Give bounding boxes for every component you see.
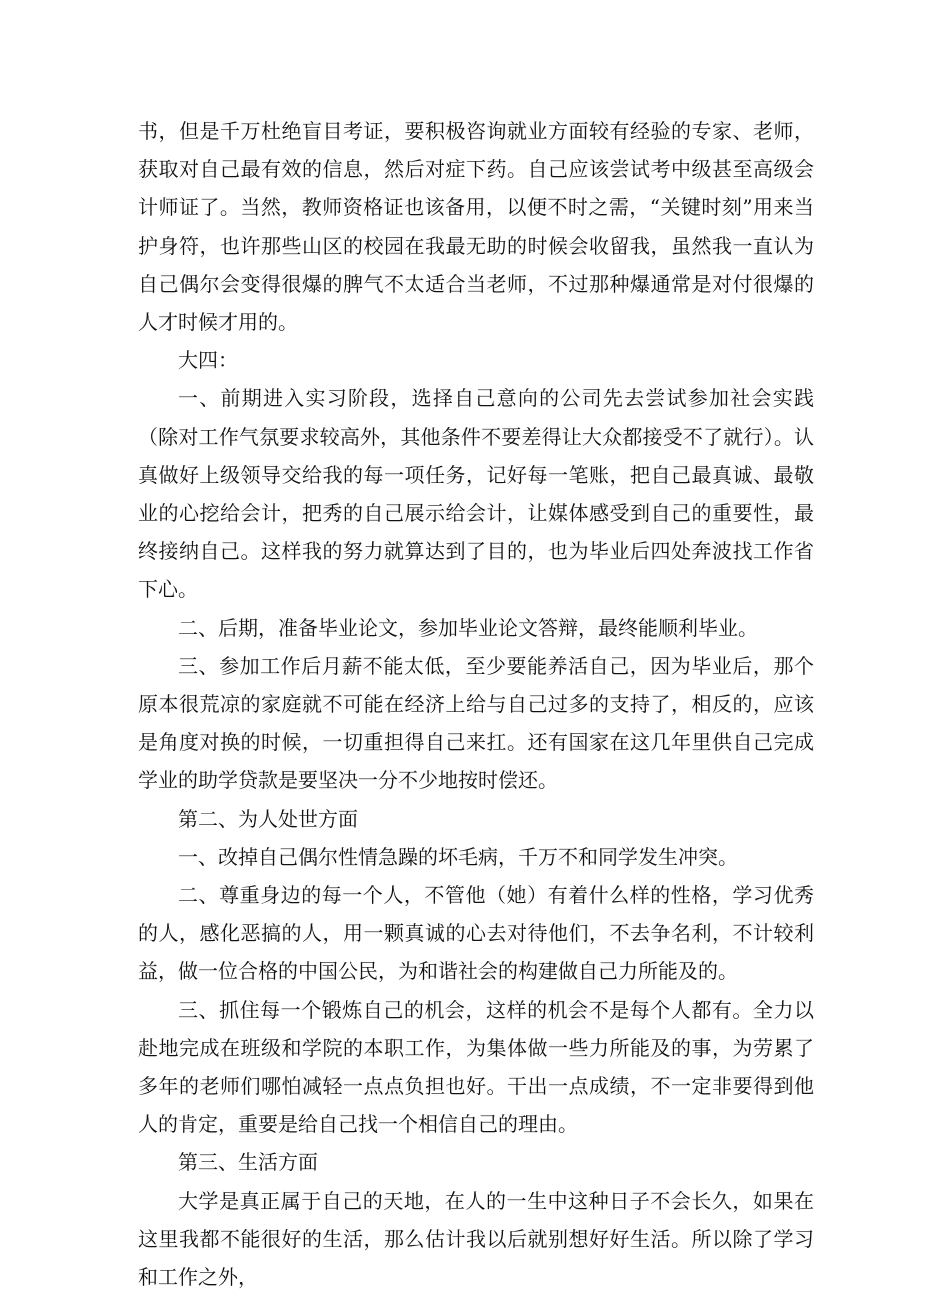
paragraph-4: 二、后期，准备毕业论文，参加毕业论文答辩，最终能顺利毕业。: [178, 615, 758, 640]
paragraph-2: 大四：: [178, 348, 238, 373]
document-body: [138, 112, 814, 1296]
paragraph-5: 三、参加工作后月薪不能太低，至少要能养活自己，因为毕业后，那个原本很荒凉的家庭就不可能在经济上给与自己过多的支持了，相反的，应该是角度对换的时候，一切重担得自己来扛。还有国家在这几年里供自己完成学业的助学贷款是要坚决一分不少地按时偿还。: [138, 653, 814, 793]
paragraph-1: 书，但是千万杜绝盲目考证，要积极咨询就业方面较有经验的专家、老师，获取对自己最有效的信息，然后对症下药。自己应该尝试考中级甚至高级会计师证了。当然，教师资格证也该备用，以便不时之需，“关键时刻”用来当护身符，也许那些山区的校园在我最无助的时候会收留我，虽然我一直认为自己偶尔会变得很爆的脾气不太适合当老师，不过那种爆通常是对付很爆的人才时候才用的。: [138, 119, 814, 335]
section-heading-2: 第二、为人处世方面: [178, 806, 358, 831]
paragraph-8: 二、尊重身边的每一个人，不管他（她）有着什么样的性格，学习优秀的人，感化恶搞的人，用一颗真诚的心去对待他们，不去争名利，不计较利益，做一位合格的中国公民，为和谐社会的构建做自己力所能及的。: [138, 883, 814, 984]
paragraph-3: 一、前期进入实习阶段，选择自己意向的公司先去尝试参加社会实践（除对工作气氛要求较高外，其他条件不要差得让大众都接受不了就行）。认真做好上级领导交给我的每一项任务，记好每一笔账，把自己最真诚、最敬业的心挖给会计，把秀的自己展示给会计，让媒体感受到自己的重要性，最终接纳自己。这样我的努力就算达到了目的，也为毕业后四处奔波找工作省下心。: [138, 386, 814, 602]
section-heading-3: 第三、生活方面: [178, 1150, 318, 1175]
paragraph-7: 一、改掉自己偶尔性情急躁的坏毛病，千万不和同学发生冲突。: [178, 844, 738, 869]
paragraph-9: 三、抓住每一个锻炼自己的机会，这样的机会不是每个人都有。全力以赴地完成在班级和学院的本职工作，为集体做一些力所能及的事，为劳累了多年的老师们哪怕减轻一点点负担也好。干出一点成绩，不一定非要得到他人的肯定，重要是给自己找一个相信自己的理由。: [138, 997, 814, 1137]
paragraph-11: 大学是真正属于自己的天地，在人的一生中这种日子不会长久，如果在这里我都不能很好的生活，那么估计我以后就别想好好生活。所以除了学习和工作之外，: [138, 1188, 814, 1290]
